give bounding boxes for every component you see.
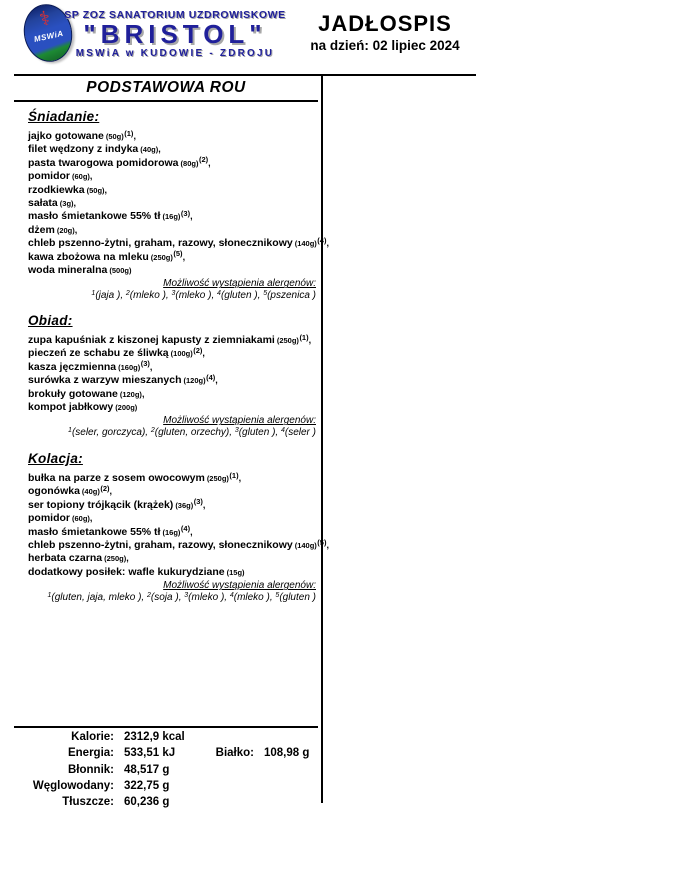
item-separator: , <box>133 131 136 141</box>
item-name: zupa kapuśniak z kiszonej kapusty z ziemniakami <box>28 334 275 346</box>
item-separator: , <box>126 553 129 564</box>
item-portion: (50g) <box>86 185 105 195</box>
menu-item <box>28 210 316 223</box>
item-allergen-ref: (3) <box>193 497 203 507</box>
item-name: filet wędzony z indyka <box>28 143 139 156</box>
item-name: dodatkowy posiłek: wafle kukurydziane <box>28 565 225 578</box>
item-separator: , <box>208 157 211 168</box>
menu-section <box>28 108 329 302</box>
nutrition-value: 533,51 kJ <box>124 747 176 760</box>
organization-type: SP ZOZ SANATORIUM UZDROWISKOWE <box>64 9 286 21</box>
item-name: dżem <box>28 223 55 236</box>
item-name: sałata <box>28 197 58 210</box>
item-name: ser topiony trójkącik (krążek) <box>28 498 174 511</box>
item-name: kompot jabłkowy <box>28 401 114 414</box>
nutrition-value: 60,236 g <box>124 796 170 809</box>
nutrition-label: Węglowodany: <box>32 779 114 792</box>
allergen-number: 4 <box>280 426 285 434</box>
allergen-note-title: Możliwość wystąpienia alergenów: <box>163 580 316 592</box>
item-portion: (100g) <box>170 349 193 359</box>
nutrition-label: Kalorie: <box>71 731 114 743</box>
item-name: rzodkiewka <box>28 183 85 196</box>
nutrition-label: Błonnik: <box>68 763 114 776</box>
item-allergen-ref: (5) <box>317 537 327 547</box>
item-portion: (50g) <box>105 132 124 141</box>
item-portion: (200g) <box>115 403 138 413</box>
item-separator: , <box>182 251 186 262</box>
item-name: chleb pszenno-żytni, graham, razowy, słonecznikowy <box>28 237 293 250</box>
item-separator: , <box>308 335 312 345</box>
allergen-number: 2 <box>125 289 130 297</box>
allergen-number: 3 <box>234 426 239 434</box>
item-name: brokuły gotowane <box>28 387 118 400</box>
nutrition-value: 108,98 g <box>264 747 310 760</box>
item-portion: (3g) <box>59 199 74 209</box>
item-allergen-ref: (3) <box>180 208 191 218</box>
menu-section <box>28 312 316 439</box>
item-portion: (160g) <box>118 362 141 372</box>
menu-item <box>28 143 316 156</box>
item-name: herbata czarna <box>28 552 103 565</box>
nutrition-summary <box>14 731 314 812</box>
nutrition-rule <box>14 726 318 728</box>
document-title: JADŁOSPIS <box>318 11 452 36</box>
caduceus-icon: ⚕ <box>37 7 53 32</box>
menu-item <box>28 334 316 347</box>
item-name: masło śmietankowe 55% tł <box>28 210 161 223</box>
organization-location: MSWiA w KUDOWIE - ZDROJU <box>75 48 275 59</box>
item-allergen-ref: (1) <box>229 470 239 480</box>
document-header <box>295 12 475 53</box>
item-separator: , <box>149 361 153 372</box>
menu-items <box>28 334 316 414</box>
item-name: ogonówka <box>28 485 80 498</box>
item-separator: , <box>326 238 329 249</box>
allergen-number: 1 <box>91 289 96 297</box>
menu-item <box>28 184 316 197</box>
item-allergen-ref: (4) <box>180 524 191 534</box>
header-rule <box>14 74 476 76</box>
menu-item <box>28 197 316 210</box>
item-portion: (250g) <box>276 336 299 345</box>
item-name: kasza jęczmienna <box>28 360 117 373</box>
item-name: kawa zbożowa na mleku <box>28 250 149 263</box>
nutrition-row <box>14 731 314 747</box>
item-portion: (140g) <box>294 239 317 249</box>
item-allergen-ref: (5) <box>173 249 183 259</box>
item-name: masło śmietankowe 55% tł <box>28 525 161 538</box>
menu-item <box>28 512 316 525</box>
item-allergen-ref: (3) <box>140 359 150 369</box>
item-separator: , <box>326 540 329 551</box>
item-name: woda mineralna <box>28 264 108 277</box>
menu-item <box>28 374 316 387</box>
allergen-number: 3 <box>171 289 176 297</box>
item-name: surówka z warzyw mieszanych <box>28 374 182 387</box>
menu-section <box>28 450 329 604</box>
menu-item <box>28 157 316 170</box>
allergen-list: $^1$(gluten, jaja, mleko ), $^2$(soja ), $^3$(mleko ), $^4$(mleko ), $^5$(gluten ) <box>47 591 316 603</box>
menu-item <box>28 347 316 360</box>
diet-title: PODSTAWOWA ROU <box>86 79 246 96</box>
diet-title-rule <box>14 100 318 102</box>
allergen-list: $^1$(seler, gorczyca), $^2$(gluten, orzechy), $^3$(gluten ), $^4$(seler ) <box>68 426 316 438</box>
logo-text: MSWiA <box>33 28 65 44</box>
allergen-list: $^1$(jaja ), $^2$(mleko ), $^3$(mleko ), $^4$(gluten ), $^5$(pszenica ) <box>91 289 316 301</box>
item-portion: (15g) <box>226 567 245 577</box>
item-allergen-ref: (1) <box>124 128 134 138</box>
menu-item <box>28 170 316 183</box>
section-heading: Śniadanie: <box>28 109 100 124</box>
nutrition-label <box>206 780 254 796</box>
item-portion: (140g) <box>294 541 317 551</box>
menu-item <box>28 130 316 143</box>
allergen-number: 4 <box>229 591 234 599</box>
item-separator: , <box>215 375 218 386</box>
document-date: na dzień: 02 lipiec 2024 <box>310 38 460 53</box>
item-portion: (250g) <box>206 474 229 483</box>
allergen-number: 4 <box>217 289 221 297</box>
item-allergen-ref: (1) <box>299 332 309 342</box>
item-portion: (250g) <box>150 252 173 262</box>
item-portion: (40g) <box>81 487 100 497</box>
item-portion: (60g) <box>72 172 90 182</box>
item-separator: , <box>74 224 78 235</box>
nutrition-value: 322,75 g <box>124 779 170 792</box>
nutrition-value: 2312,9 kcal <box>124 731 185 743</box>
item-separator: , <box>190 526 193 537</box>
item-portion: (120g) <box>183 376 206 386</box>
item-allergen-ref: (4) <box>317 235 327 245</box>
organization-header <box>64 9 286 59</box>
nutrition-row <box>14 780 314 796</box>
allergen-number: 2 <box>147 591 151 599</box>
item-portion: (80g) <box>180 158 199 168</box>
item-separator: , <box>73 198 77 209</box>
menu-item <box>28 235 329 250</box>
allergen-note-title: Możliwość wystąpienia alergenów: <box>163 415 316 427</box>
item-name: bułka na parze z sosem owocowym <box>28 472 205 484</box>
menu-item <box>28 566 316 579</box>
menu-item <box>28 251 316 264</box>
menu-item <box>28 264 316 277</box>
allergen-number: 5 <box>275 591 280 599</box>
item-separator: , <box>141 388 145 399</box>
menu-items <box>28 470 329 579</box>
nutrition-label: Tłuszcze: <box>62 796 114 809</box>
item-separator: , <box>202 348 205 359</box>
item-separator: , <box>158 144 161 155</box>
menu-item <box>28 224 316 237</box>
menu-item <box>28 499 316 512</box>
organization-name: "BRISTOL" <box>83 19 267 49</box>
item-name: pasta twarogowa pomidorowa <box>28 156 179 169</box>
nutrition-row <box>14 764 314 780</box>
item-portion: (16g) <box>162 212 181 222</box>
item-portion: (40g) <box>140 145 159 155</box>
item-portion: (500g) <box>109 266 132 276</box>
item-name: pomidor <box>28 170 70 183</box>
menu-item <box>28 361 316 374</box>
allergen-number: 5 <box>263 289 268 297</box>
nutrition-row <box>14 796 314 812</box>
nutrition-value: 48,517 g <box>124 763 170 776</box>
allergen-number: 1 <box>47 591 52 599</box>
item-portion: (36g) <box>175 500 194 510</box>
item-name: jajko gotowane <box>28 130 104 142</box>
section-heading: Kolacja: <box>28 451 83 466</box>
item-portion: (250g) <box>104 554 127 564</box>
item-separator: , <box>238 473 242 483</box>
item-allergen-ref: (4) <box>206 372 216 382</box>
item-name: chleb pszenno-żytni, graham, razowy, słonecznikowy <box>28 539 293 552</box>
menu-item <box>28 401 316 414</box>
menu-item <box>28 472 316 485</box>
nutrition-label: Białko: <box>215 747 254 760</box>
menu-item <box>28 388 316 401</box>
item-separator: , <box>89 513 93 524</box>
item-portion: (120g) <box>119 389 142 399</box>
allergen-note-title: Możliwość wystąpienia alergenów: <box>163 278 316 290</box>
section-heading: Obiad: <box>28 313 73 328</box>
item-portion: (16g) <box>162 527 181 537</box>
allergen-number: 1 <box>68 426 72 434</box>
item-name: pieczeń ze schabu ze śliwką <box>28 347 169 360</box>
item-name: pomidor <box>28 512 70 525</box>
item-portion: (20g) <box>56 225 75 235</box>
nutrition-label <box>206 764 254 780</box>
item-allergen-ref: (2) <box>100 483 110 493</box>
column-divider <box>321 74 323 803</box>
item-separator: , <box>190 211 193 222</box>
item-separator: , <box>109 486 113 497</box>
nutrition-label <box>206 731 254 747</box>
item-allergen-ref: (2) <box>198 155 209 165</box>
nutrition-row <box>14 747 314 763</box>
menu-item <box>28 485 316 498</box>
item-separator: , <box>202 499 206 510</box>
allergen-number: 2 <box>150 426 155 434</box>
menu-items <box>28 128 329 277</box>
item-allergen-ref: (2) <box>193 345 203 355</box>
nutrition-label: Energia: <box>67 747 114 760</box>
item-separator: , <box>104 184 108 195</box>
menu-item <box>28 526 316 539</box>
item-separator: , <box>89 171 93 182</box>
allergen-number: 3 <box>184 591 189 599</box>
menu-item <box>28 552 316 565</box>
item-portion: (60g) <box>72 514 90 524</box>
nutrition-label <box>206 796 254 812</box>
menu-item <box>28 537 329 552</box>
